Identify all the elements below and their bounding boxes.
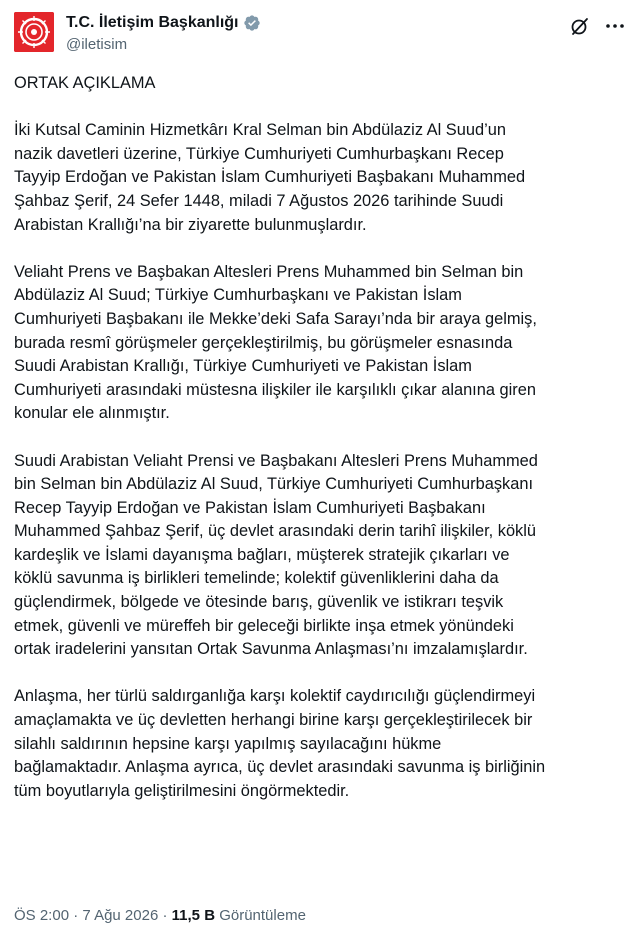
text-line: bin Selman bin Abdülaziz Al Suud, Türkiye Cumhuriyeti Cumhurbaşkanı bbox=[14, 475, 534, 494]
text-line: Şahbaz Şerif, 24 Sefer 1448, miladi 7 Ağustos 2026 tarihinde Suudi bbox=[14, 191, 504, 210]
meta-separator: · bbox=[162, 907, 168, 924]
text-line: köklü savunma iş birlikleri temelinde; kolektif güvenliklerini daha da bbox=[14, 569, 499, 588]
text-line: tüm boyutlarıyla geliştirilmesini öngörmektedir. bbox=[14, 781, 350, 800]
post-date[interactable]: 7 Ağu 2026 bbox=[82, 907, 159, 924]
post-paragraph-1 bbox=[14, 119, 634, 237]
verified-badge-icon[interactable] bbox=[243, 14, 261, 32]
text-line: güçlendirmek, bölgede ve ötesinde barış, güvenlik ve istikrarı teşvik bbox=[14, 593, 504, 612]
text-line: Tayyip Erdoğan ve Pakistan İslam Cumhuriyeti Başbakanı Muhammed bbox=[14, 168, 526, 187]
display-name[interactable]: T.C. İletişim Başkanlığı bbox=[66, 14, 239, 31]
views-count: 11,5 B bbox=[171, 907, 216, 924]
text-line: Anlaşma, her türlü saldırganlığa karşı kolektif caydırıcılığı güçlendirmeyi bbox=[14, 687, 536, 706]
meta-separator: · bbox=[73, 907, 79, 924]
post-paragraph-3 bbox=[14, 450, 634, 662]
text-line: İki Kutsal Caminin Hizmetkârı Kral Selman bin Abdülaziz Al Suud’un bbox=[14, 121, 506, 140]
text-line: Veliaht Prens ve Başbakan Altesleri Prens Muhammed bin Selman bin bbox=[14, 262, 524, 281]
post-body bbox=[14, 72, 634, 827]
text-line: Recep Tayyip Erdoğan ve Pakistan İslam Cumhuriyeti Başbakanı bbox=[14, 498, 486, 517]
text-line: amaçlamakta ve üç devletten herhangi birine karşı gerçekleştirilecek bir bbox=[14, 711, 533, 730]
text-line: Suudi Arabistan Krallığı, Türkiye Cumhuriyeti ve Pakistan İslam bbox=[14, 357, 472, 376]
more-dots-icon[interactable] bbox=[604, 16, 626, 36]
post-time[interactable]: ÖS 2:00 bbox=[14, 907, 70, 924]
logo-emblem-icon bbox=[14, 12, 54, 52]
text-line: konular ele alınmıştır. bbox=[14, 404, 170, 423]
account-handle[interactable]: @iletisim bbox=[66, 36, 128, 53]
display-name-row bbox=[66, 13, 261, 33]
text-line: burada resmî görüşmeler gerçekleştirilmiş, bu görüşmeler esnasında bbox=[14, 333, 513, 352]
text-line: bağlamaktadır. Anlaşma ayrıca, üç devlet arasındaki savunma iş birliğinin bbox=[14, 758, 546, 777]
account-names bbox=[66, 13, 261, 55]
post-title-text: ORTAK AÇIKLAMA bbox=[14, 74, 156, 92]
text-line: kardeşlik ve İslami dayanışma bağları, müşterek stratejik çıkarları ve bbox=[14, 545, 510, 564]
text-line: Arabistan Krallığı’na bir ziyarette bulunmuşlardır. bbox=[14, 215, 367, 234]
text-line: etmek, güvenli ve müreffeh bir geleceği birlikte inşa etmek yönündeki bbox=[14, 616, 514, 635]
text-line: ortak iradelerini yansıtan Ortak Savunma Anlaşması’nı imzalamışlardır. bbox=[14, 640, 528, 659]
text-line: nazik davetleri üzerine, Türkiye Cumhuriyeti Cumhurbaşkanı Recep bbox=[14, 144, 504, 163]
avatar[interactable] bbox=[14, 12, 54, 52]
text-line: Cumhuriyeti arasındaki müstesna ilişkiler ile karşılıklı çıkar alanına giren bbox=[14, 380, 536, 399]
post-paragraph-2 bbox=[14, 261, 634, 426]
post-title bbox=[14, 72, 634, 96]
text-line: silahlı saldırının hepsine karşı yapılmış sayılacağını hükme bbox=[14, 734, 442, 753]
text-line: Abdülaziz Al Suud; Türkiye Cumhurbaşkanı ve Pakistan İslam bbox=[14, 286, 462, 305]
post-meta bbox=[14, 906, 306, 926]
post-paragraph-4 bbox=[14, 685, 634, 803]
post-header bbox=[14, 10, 626, 62]
grok-slash-icon[interactable] bbox=[570, 16, 590, 36]
text-line: Cumhuriyeti Başbakanı ile Mekke’deki Safa Sarayı’nda bir araya gelmiş, bbox=[14, 309, 537, 328]
text-line: Suudi Arabistan Veliaht Prensi ve Başbakanı Altesleri Prens Muhammed bbox=[14, 451, 538, 470]
views-label: Görüntüleme bbox=[219, 907, 306, 924]
text-line: Muhammed Şahbaz Şerif, üç devlet arasındaki derin tarihî ilişkiler, köklü bbox=[14, 522, 537, 541]
